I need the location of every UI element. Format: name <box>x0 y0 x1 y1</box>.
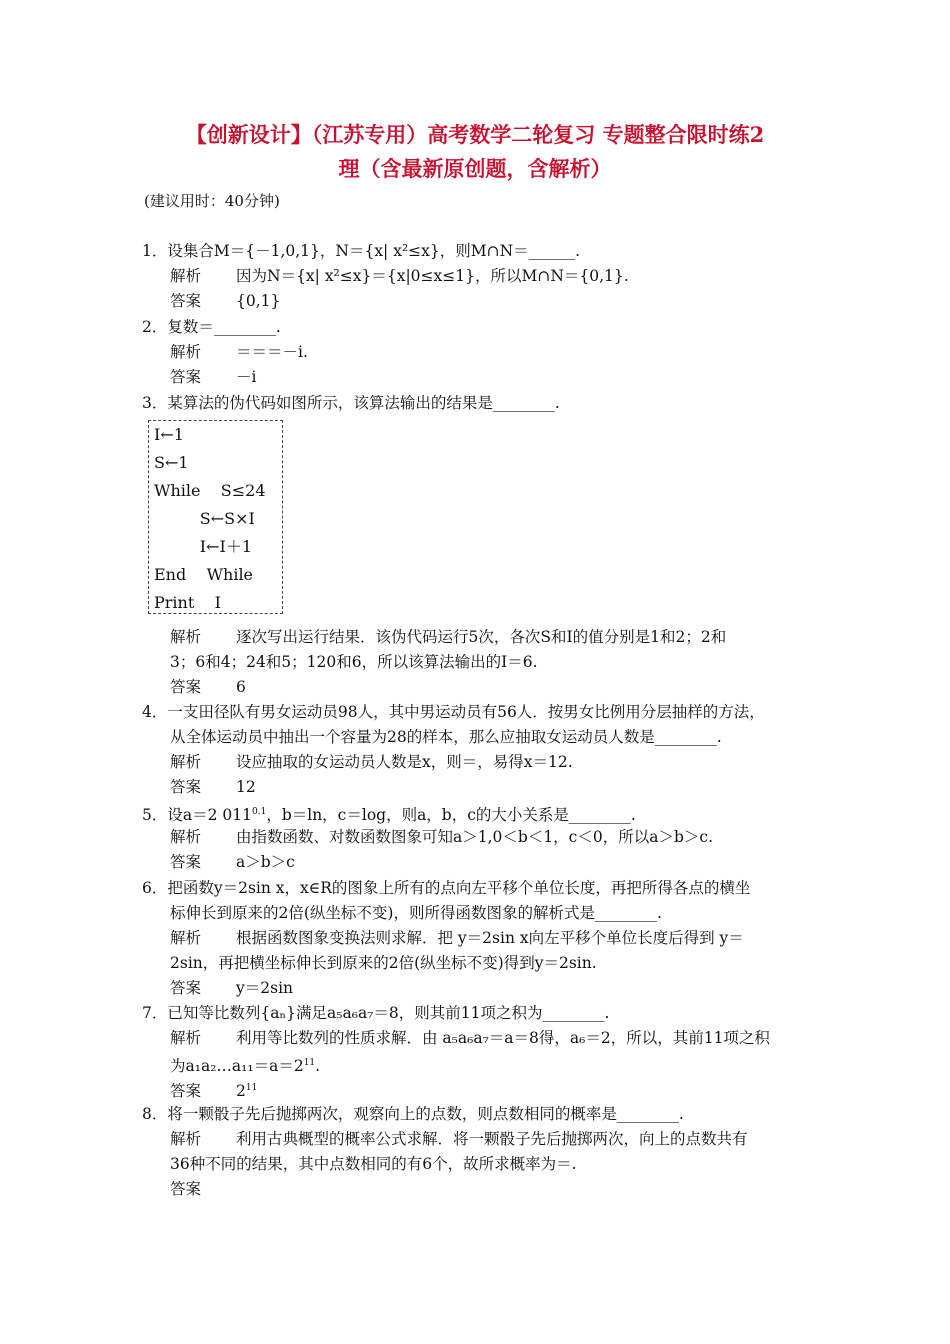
answer-label: 答案 <box>170 678 202 696</box>
analysis-label: 解析 <box>170 343 202 361</box>
analysis-label: 解析 <box>170 628 202 646</box>
q2-answer-row <box>170 366 256 388</box>
q8-analysis-row <box>170 1128 748 1150</box>
q5-question <box>142 801 636 826</box>
q6-question-cont: 标伸长到原来的2倍(纵坐标不变)，则所得函数图象的解析式是________. <box>170 904 662 922</box>
q8-question: 8．将一颗骰子先后抛掷两次，观察向上的点数，则点数相同的概率是________. <box>142 1105 684 1123</box>
q4-analysis: 设应抽取的女运动员人数是x，则＝，易得x＝12. <box>236 753 573 771</box>
q8-answer-row <box>170 1178 236 1200</box>
q8-analysis: 利用古典概型的概率公式求解．将一颗骰子先后抛掷两次，向上的点数共有 <box>236 1130 748 1148</box>
q3-analysis-row <box>170 626 726 648</box>
q4-answer: 12 <box>236 778 256 796</box>
q3-answer: 6 <box>236 678 246 696</box>
analysis-label: 解析 <box>170 828 202 846</box>
doc-title-line2: 理（含最新原创题，含解析） <box>338 156 612 181</box>
q2-analysis-row <box>170 341 308 363</box>
q7-exponent: 11 <box>303 1058 316 1068</box>
q1-answer-row <box>170 290 280 312</box>
q7-answer-row <box>170 1077 257 1102</box>
q2-question: 2．复数＝________. <box>142 318 281 336</box>
q2-answer: －i <box>236 368 257 386</box>
q2-analysis: ＝＝＝－i. <box>236 343 308 361</box>
answer-label: 答案 <box>170 1082 202 1100</box>
code-line: End While <box>154 565 254 584</box>
q3-question: 3．某算法的伪代码如图所示，该算法输出的结果是________. <box>142 394 560 412</box>
q5-question-a: 5．设a＝2 011 <box>142 806 252 824</box>
q6-analysis-row <box>170 927 744 949</box>
q4-analysis-row <box>170 751 573 773</box>
code-line: I←1 <box>154 425 184 444</box>
q5-analysis: 由指数函数、对数函数图象可知a＞1,0＜b＜1，c＜0，所以a＞b＞c. <box>236 828 713 846</box>
code-line: S←S×I <box>154 509 255 528</box>
q3-analysis: 逐次写出运行结果．该伪代码运行5次，各次S和I的值分别是1和2；2和 <box>236 628 727 646</box>
q4-question-cont: 从全体运动员中抽出一个容量为28的样本，那么应抽取女运动员人数是________. <box>170 728 722 746</box>
q5-answer-row <box>170 851 295 873</box>
analysis-label: 解析 <box>170 1130 202 1148</box>
q4-question: 4．一支田径队有男女运动员98人，其中男运动员有56人．按男女比例用分层抽样的方法， <box>142 703 765 721</box>
q7-analysis: 利用等比数列的性质求解．由 a₅a₆a₇＝a＝8得，a₆＝2，所以，其前11项之积 <box>236 1029 770 1047</box>
q7-answer-base: 2 <box>236 1082 246 1100</box>
q6-question: 6．把函数y＝2sin x，x∈R的图象上所有的点向左平移个单位长度，再把所得各点的横坐 <box>142 879 751 897</box>
q5-exponent: 0.1 <box>251 807 267 817</box>
code-line: While S≤24 <box>154 481 266 500</box>
q7-question: 7．已知等比数列{aₙ}满足a₅a₆a₇＝8，则其前11项之积为________. <box>142 1004 610 1022</box>
q7-answer-exponent: 11 <box>245 1083 258 1093</box>
q5-question-b: ，b＝ln，c＝log，则a，b，c的大小关系是________. <box>266 806 636 824</box>
answer-label: 答案 <box>170 979 202 997</box>
analysis-label: 解析 <box>170 267 202 285</box>
q1-analysis: 因为N＝{x| x²≤x}＝{x|0≤x≤1}，所以M∩N＝{0,1}. <box>236 267 629 285</box>
answer-label: 答案 <box>170 1180 202 1198</box>
q8-analysis-cont: 36种不同的结果，其中点数相同的有6个，故所求概率为＝. <box>170 1155 577 1173</box>
answer-label: 答案 <box>170 292 202 310</box>
q6-analysis-cont: 2sin，再把横坐标伸长到原来的2倍(纵坐标不变)得到y＝2sin. <box>170 954 597 972</box>
analysis-label: 解析 <box>170 929 202 947</box>
q5-analysis-row <box>170 826 713 848</box>
analysis-label: 解析 <box>170 1029 202 1047</box>
q7-analysis-cont-a: 为a₁a₂…a₁₁＝a＝2 <box>170 1057 304 1075</box>
q6-answer: y＝2sin <box>236 979 294 997</box>
q4-answer-row <box>170 776 256 798</box>
pseudocode-box <box>148 420 283 614</box>
q7-analysis-row <box>170 1027 770 1049</box>
doc-title-line1: 【创新设计】（江苏专用）高考数学二轮复习 专题整合限时练2 <box>185 122 765 147</box>
q6-answer-row <box>170 977 293 999</box>
analysis-label: 解析 <box>170 753 202 771</box>
q6-analysis: 根据函数图象变换法则求解．把 y＝2sin x向左平移个单位长度后得到 y＝ <box>236 929 744 947</box>
q1-answer: {0,1} <box>236 292 281 310</box>
q7-analysis-cont <box>170 1052 320 1077</box>
q7-analysis-cont-b: . <box>315 1057 321 1075</box>
answer-label: 答案 <box>170 368 202 386</box>
q3-answer-row <box>170 676 246 698</box>
code-line: Print I <box>154 593 221 612</box>
answer-label: 答案 <box>170 853 202 871</box>
q5-answer: a＞b＞c <box>236 853 295 871</box>
q3-analysis-cont: 3；6和4；24和5；120和6，所以该算法输出的I＝6. <box>170 653 538 671</box>
q1-analysis-row <box>170 265 629 287</box>
answer-label: 答案 <box>170 778 202 796</box>
code-line: I←I＋1 <box>154 537 253 556</box>
code-line: S←1 <box>154 453 189 472</box>
q1-question: 1．设集合M＝{－1,0,1}，N＝{x| x²≤x}，则M∩N＝______. <box>142 242 581 260</box>
suggested-time: (建议用时：40分钟) <box>144 192 280 210</box>
